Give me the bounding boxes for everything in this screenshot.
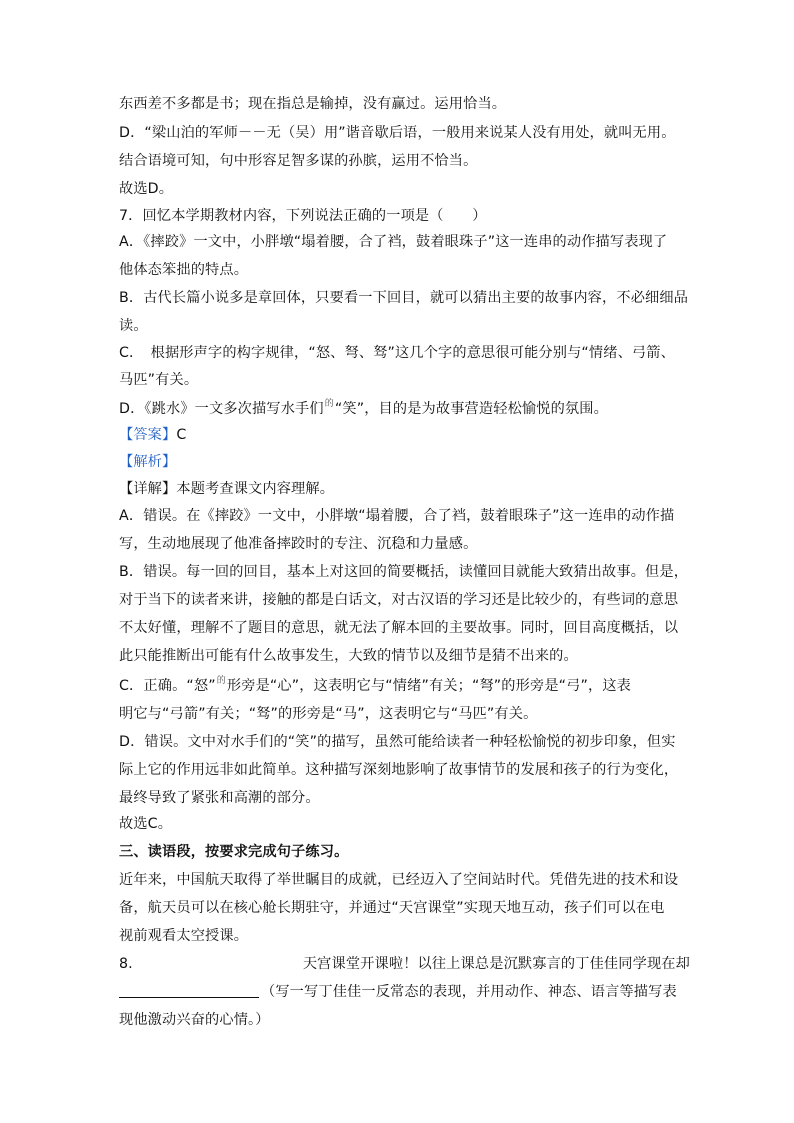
option-d-note: 的	[324, 399, 334, 409]
text-line: D．“梁山泊的军师－－无（吴）用”谐音歇后语，一般用来说某人没有用处，就叫无用。	[119, 125, 676, 141]
answer-blank[interactable]	[119, 983, 259, 998]
passage-line: 备，航天员可以在核心舱长期驻守，并通过“天宫课堂”实现天地互动，孩子们可以在电	[119, 900, 665, 916]
explanation-line: D．错误。文中对水手们的“笑”的描写，虽然可能给读者一种轻松愉悦的初步印象，但实	[119, 734, 676, 750]
option-a-cont: 他体态笨拙的特点。	[119, 262, 249, 278]
question-8-line2	[119, 983, 677, 1001]
analysis-label: 【解析】	[119, 454, 177, 470]
explanation-line: A．错误。在《摔跤》一文中，小胖墩“塌着腰，合了裆，鼓着眼珠子”这一连串的动作描	[119, 508, 675, 524]
option-c: C． 根据形声字的构字规律，“怒、弩、驽”这几个字的意思很可能分别与“情绪、弓箭、	[119, 345, 675, 361]
explanation-c-note: 的	[216, 676, 226, 686]
text-line: 东西差不多都是书；现在指总是输掉，没有赢过。运用恰当。	[119, 96, 507, 112]
question-7-stem: 7．回忆本学期教材内容，下列说法正确的一项是（ ）	[119, 208, 487, 224]
question-8-text: 天宫课堂开课啦！以往上课总是沉默寡言的丁佳佳同学现在却	[302, 956, 690, 972]
explanation-c-pre: C．正确。“怒”	[119, 678, 216, 694]
option-a: A．《摔跤》一文中，小胖墩“塌着腰，合了裆，鼓着眼珠子”这一连串的动作描写表现了	[119, 234, 668, 250]
question-8-instruction: （写一写丁佳佳一反常态的表现，并用动作、神态、语言等描写表	[261, 984, 677, 1000]
option-d	[119, 400, 608, 420]
detail-label: 【详解】	[119, 481, 177, 497]
explanation-line: 际上它的作用远非如此简单。这种描写深刻地影响了故事情节的发展和孩子的行为变化，	[119, 762, 679, 778]
explanation-line: 不太好懂，理解不了题目的意思，就无法了解本回的主要故事。同时，回目高度概括，以	[119, 620, 679, 636]
option-c-cont: 马匹”有关。	[119, 372, 199, 388]
explanation-line: 对于当下的读者来讲，接触的都是白话文，对古汉语的学习还是比较少的，有些词的意思	[119, 592, 679, 608]
conclusion-line: 故选C。	[119, 816, 173, 832]
option-b-cont: 读。	[119, 318, 148, 334]
option-d-post: “笑”，目的是为故事营造轻松愉悦的氛围。	[334, 401, 608, 417]
explanation-line: 明它与“弓箭”有关；“驽”的形旁是“马”，这表明它与“马匹”有关。	[119, 706, 538, 722]
explanation-c	[119, 677, 631, 697]
passage-line: 视前观看太空授课。	[119, 928, 249, 944]
explanation-c-post: 形旁是“心”，这表明它与“情绪”有关；“弩”的形旁是“弓”，这表	[226, 678, 632, 694]
section-title: 三、读语段，按要求完成句子练习。	[119, 844, 349, 860]
text-line: 故选D。	[119, 181, 174, 197]
explanation-line: B．错误。每一回的回目，基本上对这回的简要概括，读懂回目就能大致猜出故事。但是，	[119, 564, 689, 580]
explanation-line: 此只能推断出可能有什么故事发生，大致的情节以及细节是猜不出来的。	[119, 648, 578, 664]
question-8-line	[119, 955, 690, 973]
answer-label: 【答案】	[119, 427, 177, 443]
detail-line	[119, 480, 334, 498]
passage-line: 近年来，中国航天取得了举世瞩目的成就，已经迈入了空间站时代。凭借先进的技术和设	[119, 872, 679, 888]
text-line: 结合语境可知，句中形容足智多谋的孙膑，运用不恰当。	[119, 153, 478, 169]
option-d-pre: D．《跳水》一文多次描写水手们	[119, 401, 324, 417]
explanation-line: 写，生动地展现了他准备摔跤时的专注、沉稳和力量感。	[119, 536, 478, 552]
answer-line	[119, 426, 186, 444]
option-b: B．古代长篇小说多是章回体，只要看一下回目，就可以猜出主要的故事内容，不必细细品	[119, 290, 689, 306]
explanation-line: 最终导致了紧张和高潮的部分。	[119, 790, 320, 806]
question-8-number: 8.	[119, 956, 133, 972]
question-8-line3: 现他激动兴奋的心情。）	[119, 1012, 270, 1028]
detail-text: 本题考查课文内容理解。	[176, 481, 335, 497]
answer-value: C	[176, 427, 187, 443]
